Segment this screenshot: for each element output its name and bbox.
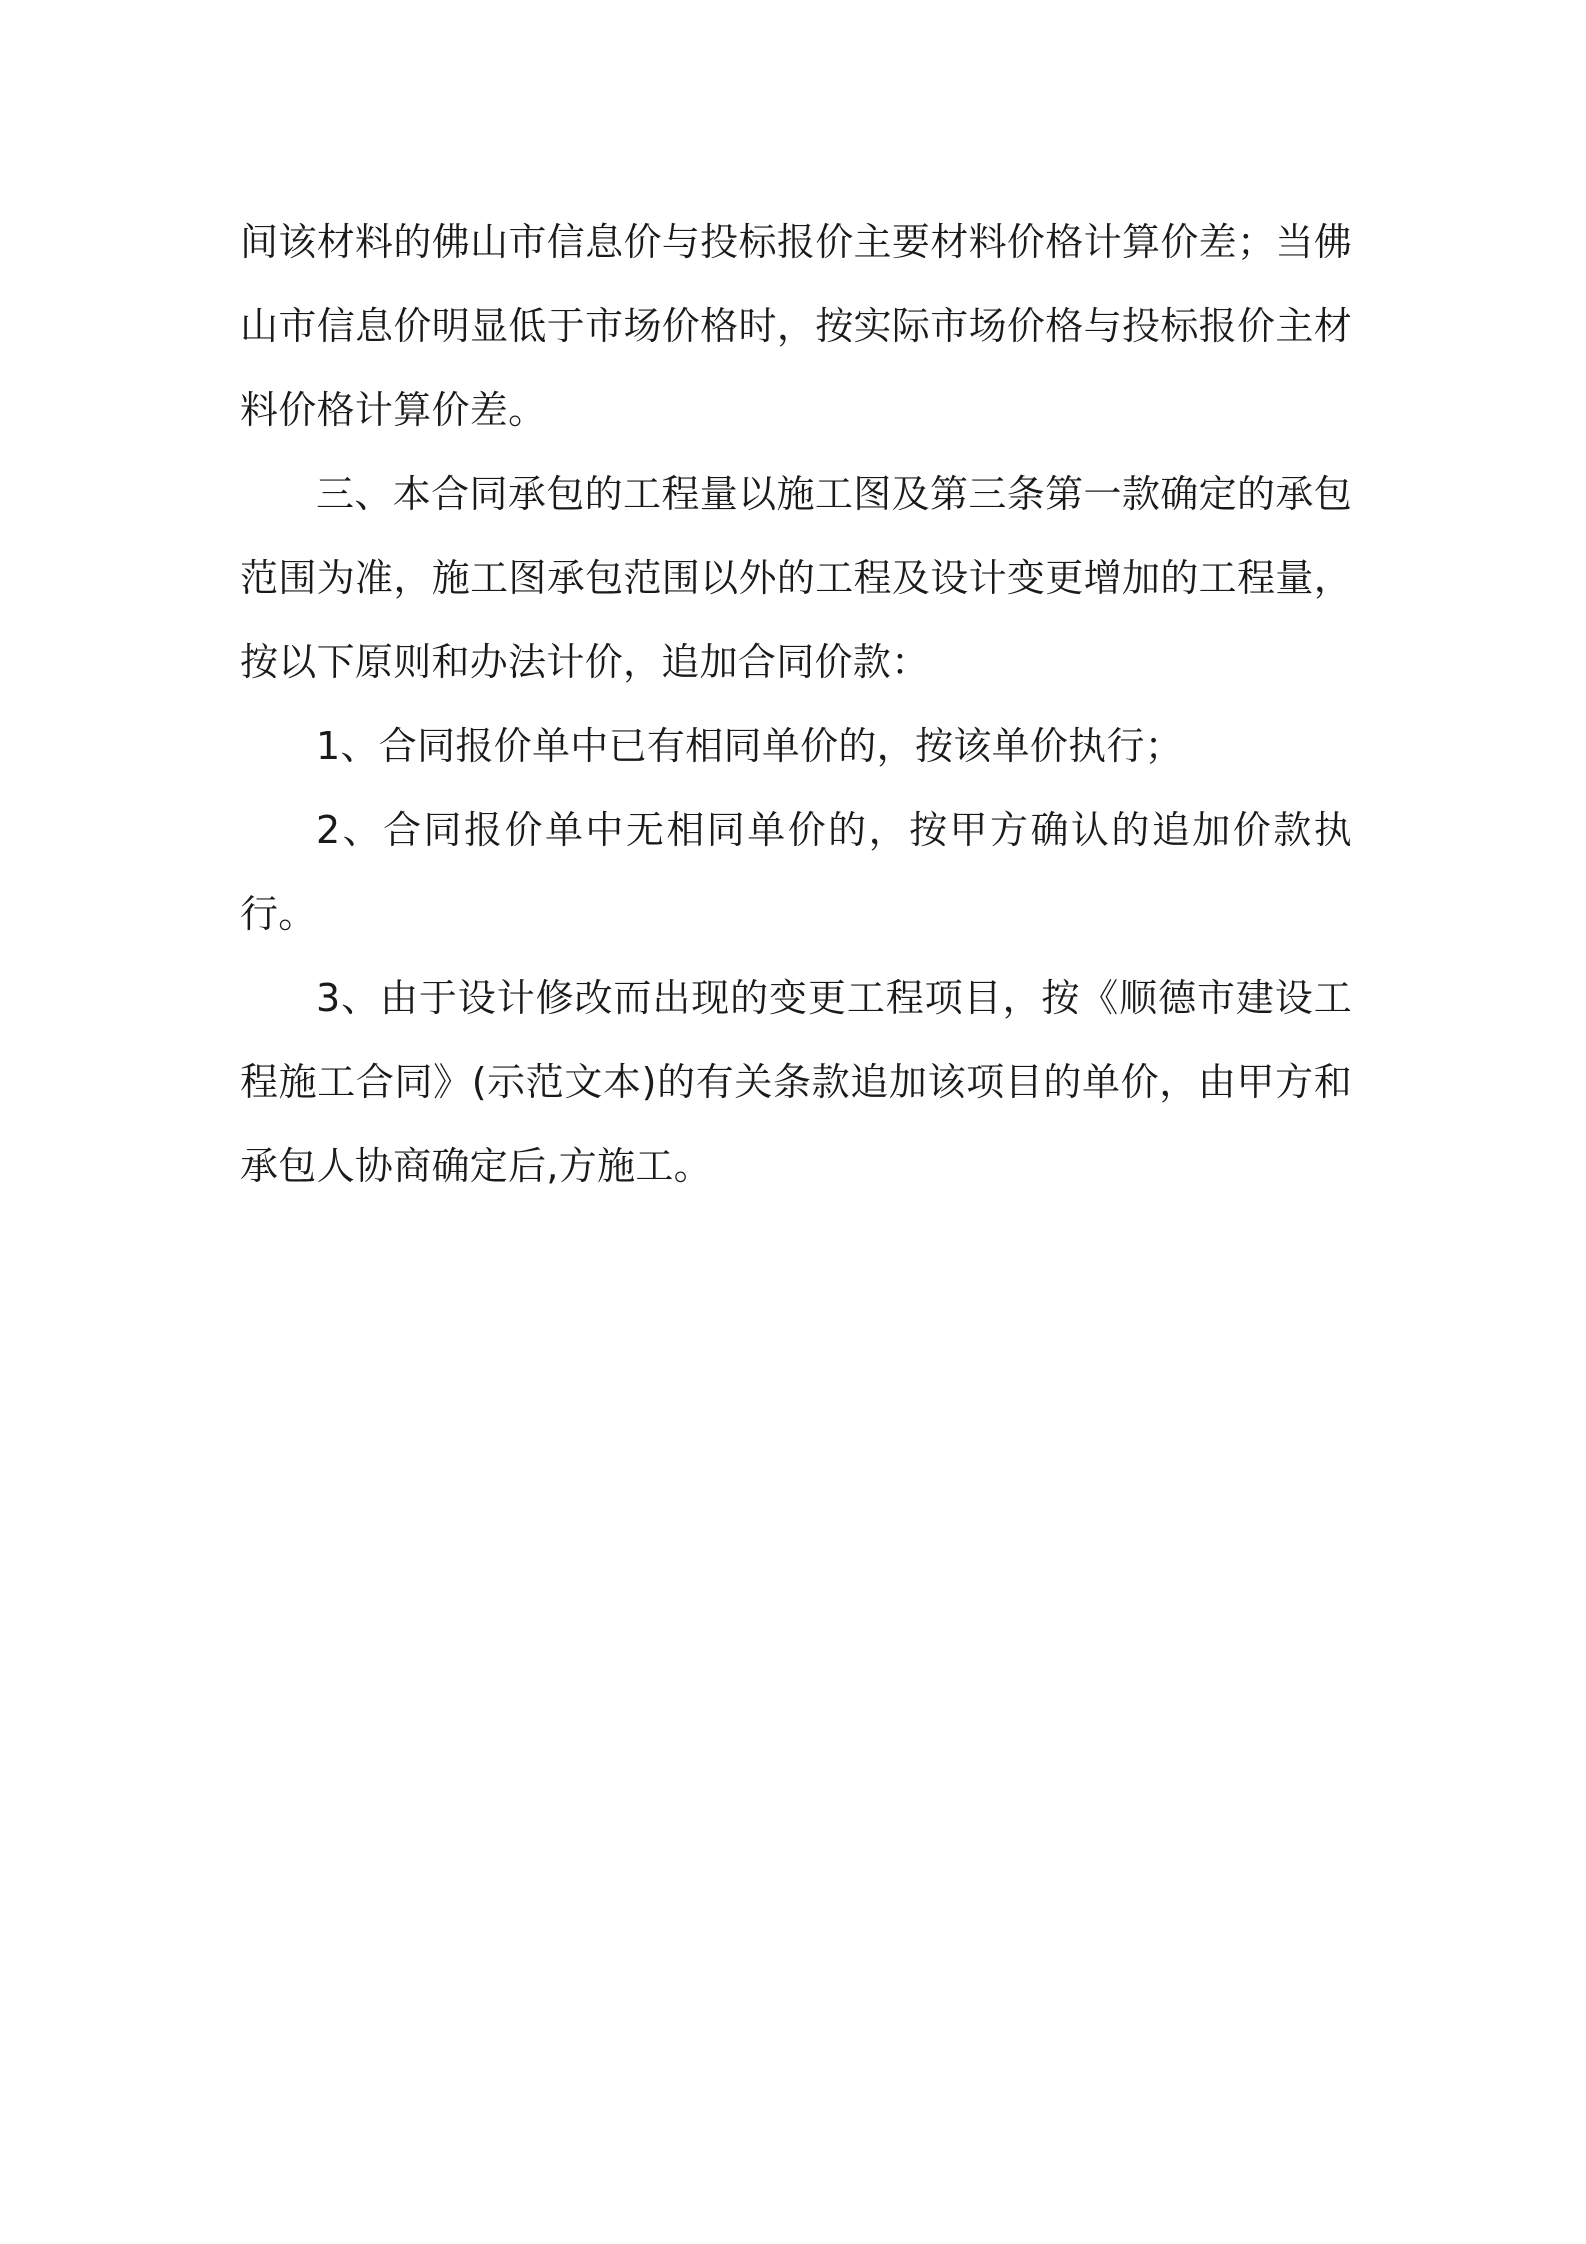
paragraph-continuation: 间该材料的佛山市信息价与投标报价主要材料价格计算价差；当佛山市信息价明显低于市场价格时，按实际市场价格与投标报价主材料价格计算价差。: [240, 220, 1352, 432]
paragraph-item-one: 1、合同报价单中已有相同单价的，按该单价执行；: [316, 724, 1184, 768]
paragraph-item-two: 2、合同报价单中无相同单价的，按甲方确认的追加价款执行。: [240, 808, 1352, 936]
document-body: [240, 200, 1352, 1208]
paragraph-clause-three: 三、本合同承包的工程量以施工图及第三条第一款确定的承包范围为准，施工图承包范围以外的工程及设计变更增加的工程量，按以下原则和办法计价，追加合同价款：: [240, 472, 1352, 684]
paragraph-item-three: 3、由于设计修改而出现的变更工程项目，按《顺德市建设工程施工合同》(示范文本)的有关条款追加该项目的单价，由甲方和承包人协商确定后,方施工。: [240, 976, 1352, 1188]
